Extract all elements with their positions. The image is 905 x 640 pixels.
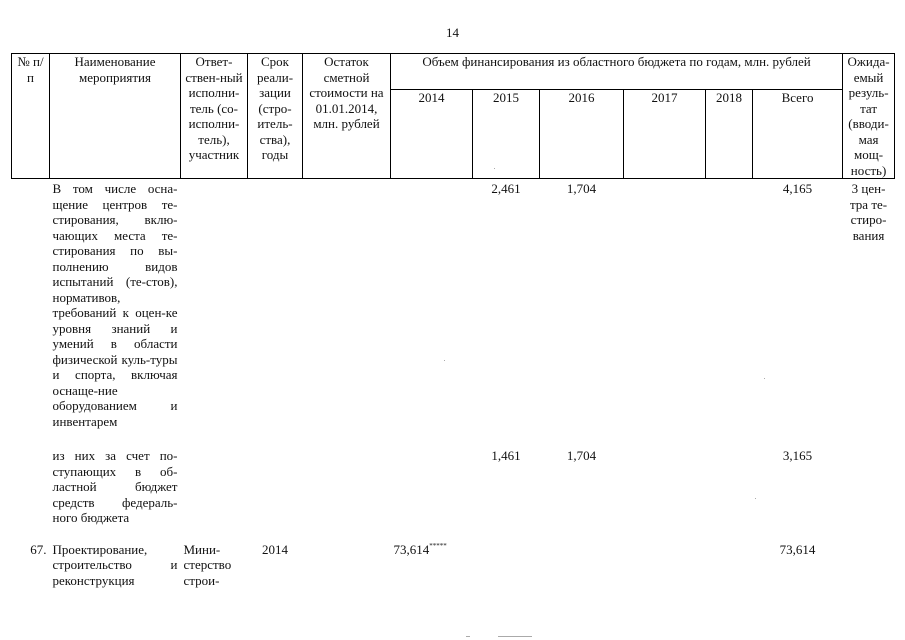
scan-speck [755, 498, 756, 499]
table-row [12, 429, 895, 526]
row-2016: 1,704 [566, 448, 597, 463]
row-num [12, 179, 50, 430]
table-body [12, 179, 895, 589]
footnote-marker: ***** [429, 541, 447, 550]
header-year-2015: 2015 [473, 90, 540, 179]
row-total: 73,614 [779, 541, 816, 557]
row-2018 [706, 179, 753, 430]
row-2014-value: 73,614 [393, 541, 430, 557]
header-year-2016: 2016 [540, 90, 624, 179]
row-2018 [706, 429, 753, 526]
header-year-2018: 2018 [706, 90, 753, 179]
header-year-2017: 2017 [624, 90, 706, 179]
table-header [12, 54, 895, 179]
row-2017 [624, 179, 706, 430]
row-num: 67. [30, 541, 47, 557]
row-2018 [706, 526, 753, 589]
row-executor: Мини-стерство строи- [183, 541, 232, 588]
row-term [248, 179, 303, 430]
row-term: 2014 [262, 541, 288, 557]
row-name: из них за счет по-ступающих в об-ластной бюджет средств федераль-ного бюджета [52, 448, 178, 525]
funding-table [11, 53, 895, 588]
row-term [248, 429, 303, 526]
row-result [843, 429, 895, 526]
row-2016 [540, 526, 624, 589]
row-2015 [473, 526, 540, 589]
row-balance [303, 179, 391, 430]
header-year-2014: 2014 [391, 90, 473, 179]
table-row [12, 526, 895, 589]
row-name: В том числе осна-щение центров те-стирования, вклю-чающих места те-стирования по вы-полнению видов испытаний (те-стов), нормативов, требований к оцен-ке уровня знаний и умений в области физической куль-туры и спорта, включая оснаще-ние оборудованием и инвентарем [52, 181, 178, 429]
header-result: Ожида-емый резуль-тат (вводи-мая мощ-ность) [843, 54, 895, 179]
row-executor [181, 429, 248, 526]
scan-speck [498, 636, 532, 637]
table-row [12, 179, 895, 430]
scan-speck [494, 168, 495, 169]
scan-speck [444, 360, 445, 361]
row-balance [303, 429, 391, 526]
header-num: № п/п [12, 54, 50, 179]
row-2016: 1,704 [566, 181, 597, 196]
row-2017 [624, 429, 706, 526]
page-number: 14 [446, 25, 459, 40]
row-2017 [624, 526, 706, 589]
row-total: 4,165 [782, 181, 813, 196]
row-2015: 1,461 [491, 448, 521, 463]
row-num [12, 429, 50, 526]
row-balance [303, 526, 391, 589]
row-total: 3,165 [782, 448, 813, 463]
row-result [843, 526, 895, 589]
row-result: 3 цен-тра те-стиро-вания [849, 181, 888, 243]
header-term: Срок реали-зации (стро-итель-ства), годы [248, 54, 303, 179]
row-2014 [391, 526, 473, 589]
row-2015: 2,461 [491, 181, 521, 196]
header-executor: Ответ-ствен-ный исполни-тель (со-исполни-тель), участник [181, 54, 248, 179]
row-2014 [391, 429, 473, 526]
row-executor [181, 179, 248, 430]
scan-speck [764, 378, 765, 379]
scan-speck [466, 636, 470, 637]
row-name: Проектирование, строительство и реконструкция [52, 541, 178, 588]
row-2014 [391, 179, 473, 430]
header-funding: Объем финансирования из областного бюджета по годам, млн. рублей [391, 54, 843, 90]
header-balance: Остаток сметной стоимости на 01.01.2014, млн. рублей [303, 54, 391, 179]
header-name: Наименование мероприятия [50, 54, 181, 179]
header-total: Всего [753, 90, 843, 179]
